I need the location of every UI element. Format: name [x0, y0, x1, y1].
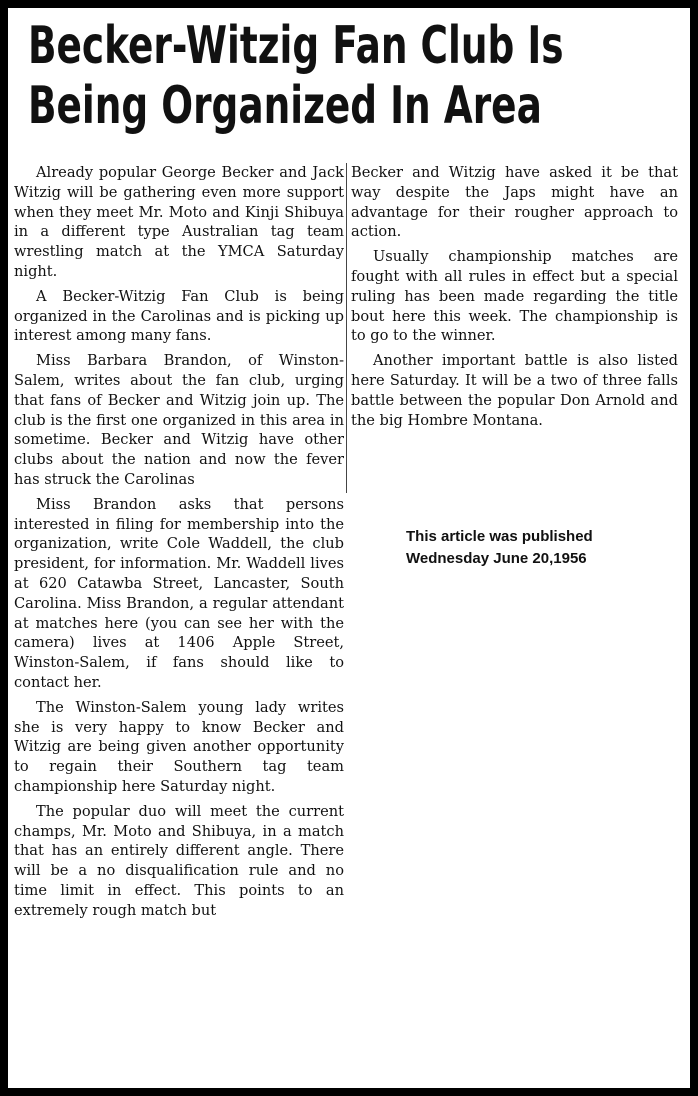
headline — [28, 16, 564, 136]
publication-note-line-1: This article was published — [406, 528, 593, 545]
article-paragraph: Another important battle is also listed here Saturday. It will be a two of three falls battle between the popular Don Arnold and the big Hombre Montana. — [351, 352, 678, 429]
article-right-column — [351, 163, 678, 435]
publication-note — [406, 526, 593, 570]
headline-line-1: Becker-Witzig Fan Club Is — [28, 16, 564, 76]
article-paragraph: The popular duo will meet the current champs, Mr. Moto and Shibuya, in a match that has an entirely different angle. There will be a no disqualification rule and no time limit in effect. This points to an extremely rough match but — [14, 802, 344, 919]
publication-note-line-2: Wednesday June 20,1956 — [406, 550, 587, 567]
column-divider — [346, 163, 347, 493]
article-paragraph: Already popular George Becker and Jack Witzig will be gathering even more support when they meet Mr. Moto and Kinji Shibuya in a different type Australian tag team wrestling match at the YMCA Saturday night. — [14, 164, 344, 280]
headline-line-2: Being Organized In Area — [28, 76, 542, 136]
newspaper-clipping — [8, 8, 690, 1088]
article-left-column — [14, 163, 344, 925]
article-paragraph: Usually championship matches are fought with all rules in effect but a special ruling has been made regarding the title bout here this week. The championship is to go to the winner. — [351, 248, 678, 345]
article-paragraph: A Becker-Witzig Fan Club is being organized in the Carolinas and is picking up interest among many fans. — [14, 287, 344, 345]
article-paragraph: Miss Brandon asks that persons interested in filing for membership into the organization, write Cole Waddell, the club president, for information. Mr. Waddell lives at 620 Catawba Street, Lancaster, South Carolina. Miss Brandon, a regular attendant at matches here (you can see her with the camera) lives at 1406 Apple Street, Winston-Salem, if fans should like to contact her. — [14, 495, 344, 691]
article-paragraph: Miss Barbara Brandon, of Winston-Salem, writes about the fan club, urging that fans of Becker and Witzig join up. The club is the first one organized in this area in sometime. Becker and Witzig have other clubs about the nation and now the fever has struck the Carolinas — [14, 352, 344, 488]
article-paragraph-continued: Becker and Witzig have asked it be that way despite the Japs might have an advantage for their rougher approach to action. — [351, 164, 678, 241]
article-paragraph: The Winston-Salem young lady writes she is very happy to know Becker and Witzig are being given another opportunity to regain their Southern tag team championship here Saturday night. — [14, 698, 344, 795]
